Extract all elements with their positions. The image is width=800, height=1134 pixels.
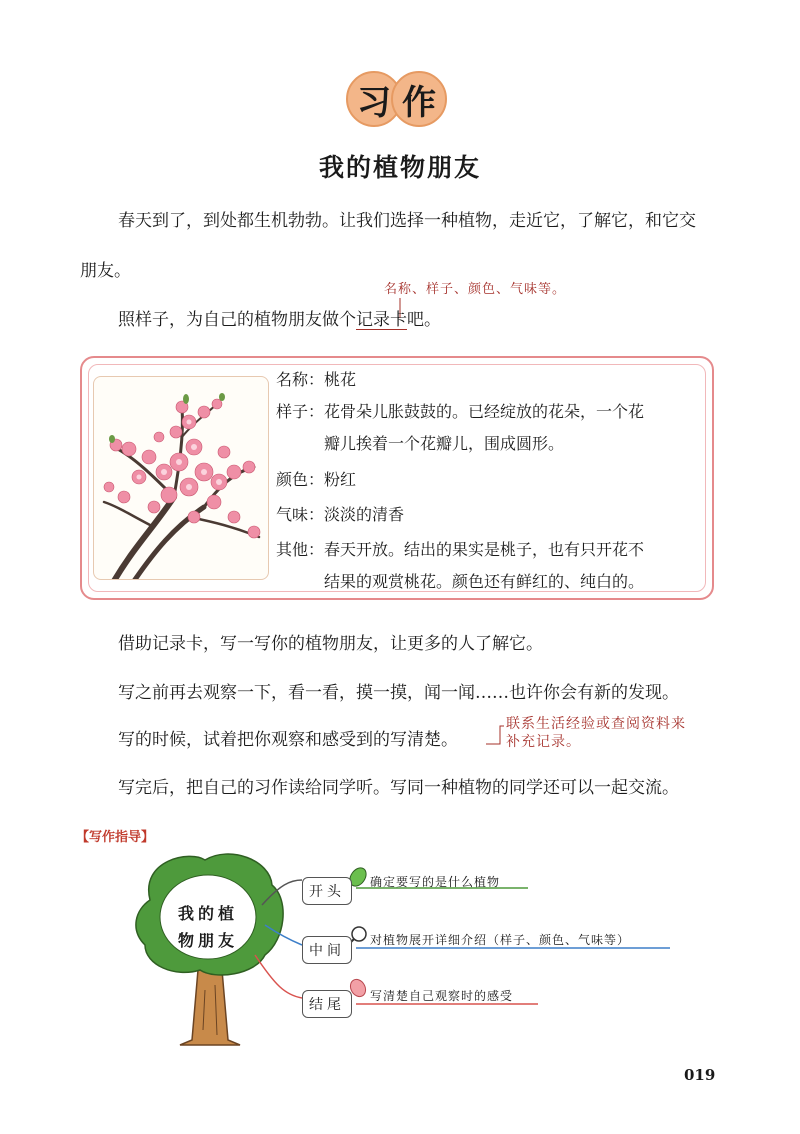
paragraph-3: 借助记录卡，写一写你的植物朋友，让更多的人了解它。 [118, 634, 543, 654]
card-other-line-1: 其他：春天开放。结出的果实是桃子，也有只开花不 [276, 540, 645, 559]
branch-ending-text: 写清楚自己观察时的感受 [370, 989, 514, 1003]
branch-middle-text: 对植物展开详细介绍（样子、颜色、气味等） [370, 933, 631, 947]
paragraph-5: 写的时候，试着把你观察和感受到的写清楚。 [118, 730, 458, 750]
record-card-term: 记录卡 [356, 310, 407, 330]
branch-opening: 开头 [302, 877, 352, 905]
paragraph-2-prefix: 照样子，为自己的植物朋友做个 [118, 310, 356, 330]
paragraph-6: 写完后，把自己的习作读给同学听。写同一种植物的同学还可以一起交流。 [118, 778, 679, 798]
write-annotation-line-2: 补充记录。 [506, 734, 581, 750]
paragraph-4: 写之前再去观察一下，看一看，摸一摸，闻一闻……也许你会有新的发现。 [118, 683, 679, 703]
card-annotation: 名称、样子、颜色、气味等。 [384, 282, 567, 297]
tree-label-line-1: 我的植 [178, 904, 239, 923]
page-title: 我的植物朋友 [318, 153, 481, 182]
paragraph-1-line-2: 朋友。 [80, 261, 131, 281]
card-look-line-1: 样子：花骨朵儿胀鼓鼓的。已经绽放的花朵，一个花 [276, 402, 645, 421]
tree-label-line-2: 物朋友 [178, 931, 239, 950]
branch-ending: 结尾 [302, 990, 352, 1018]
guide-label: 【写作指导】 [76, 830, 155, 845]
card-look-line-2: 瓣儿挨着一个花瓣儿，围成圆形。 [324, 434, 565, 453]
card-name: 名称：桃花 [276, 370, 357, 389]
paragraph-2-suffix: 吧。 [407, 310, 441, 330]
write-annotation-line-1: 联系生活经验或查阅资料来 [506, 716, 686, 732]
header-char-2: 作 [391, 71, 447, 127]
card-other-line-2: 结果的观赏桃花。颜色还有鲜红的、纯白的。 [324, 572, 645, 591]
card-color: 颜色：粉红 [276, 470, 357, 489]
paragraph-1-line-1: 春天到了，到处都生机勃勃。让我们选择一种植物，走近它，了解它，和它交 [118, 211, 696, 231]
card-smell: 气味：淡淡的清香 [276, 505, 405, 524]
branch-opening-text: 确定要写的是什么植物 [370, 875, 501, 889]
page-number: 019 [684, 1066, 716, 1084]
branch-middle: 中间 [302, 936, 352, 964]
header-char-1: 习 [346, 71, 402, 127]
